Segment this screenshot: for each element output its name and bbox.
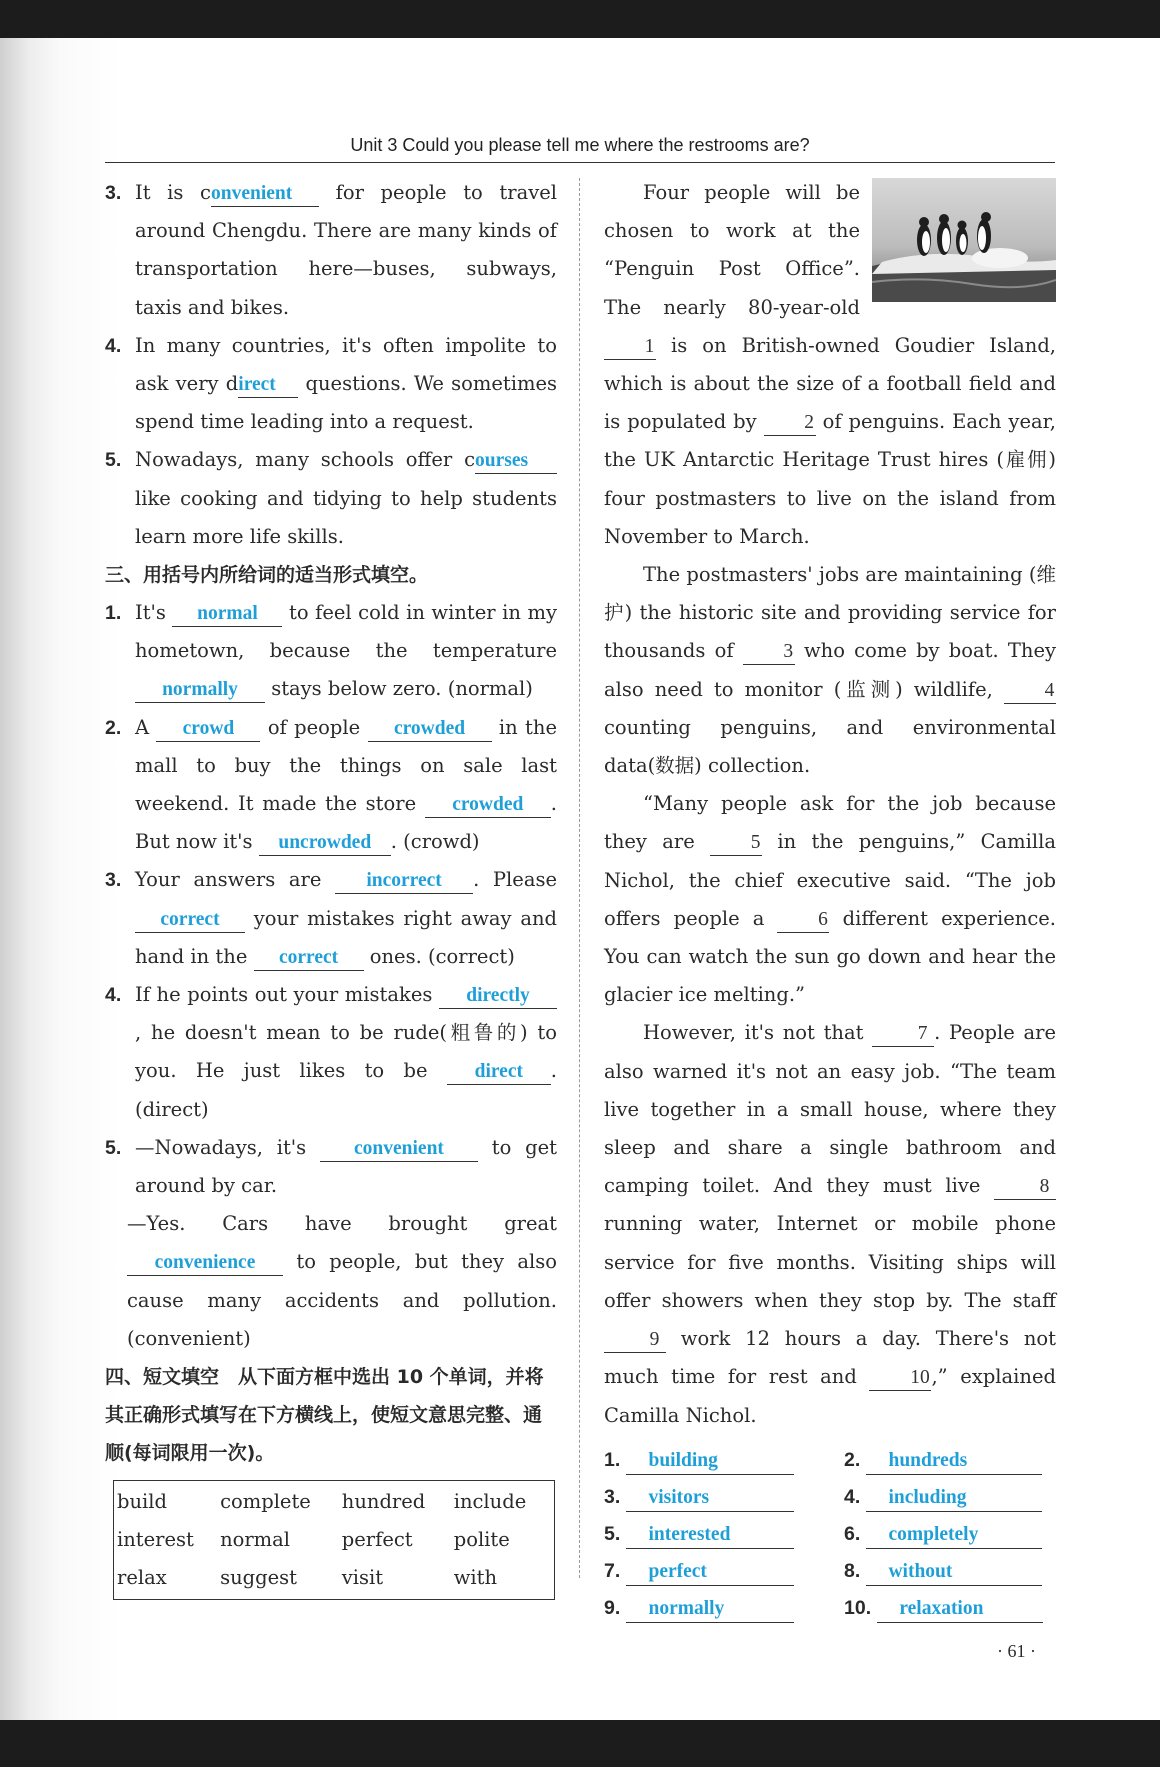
numbered-blank: 9 <box>604 1328 666 1353</box>
answer-blank: correct <box>135 907 245 933</box>
answer-grid <box>604 1441 1056 1641</box>
question-item: 1. It's normal to feel cold in winter in my hometown, because the temperature normally stays below zero. (normal) <box>105 594 557 709</box>
question-item: 5. —Nowadays, it's convenient to get around by car. —Yes. Cars have brought great convenience to people, but they also cause many accidents and pollution. (convenient) <box>105 1129 557 1358</box>
word-box <box>113 1480 555 1600</box>
numbered-blank: 5 <box>710 831 762 856</box>
answer-row: 4. including <box>844 1478 1042 1516</box>
answer-blank: crowd <box>156 716 260 742</box>
numbered-blank: 7 <box>872 1022 934 1047</box>
answer-row: 8. without <box>844 1552 1042 1590</box>
numbered-blank: 4 <box>1004 679 1056 704</box>
page-header: Unit 3 Could you please tell me where the restrooms are? <box>105 128 1055 163</box>
question-item: 2. A crowd of people crowded in the mall to buy the things on sale last weekend. It made the store crowded . But now it's uncrowded . (crowd) <box>105 709 557 862</box>
answer-row: 5. interested <box>604 1515 794 1553</box>
answer-row: 3. visitors <box>604 1478 794 1516</box>
word-row: build complete hundred include <box>117 1490 527 1514</box>
passage-paragraph-4: However, it's not that 7 . People are also warned it's not an easy job. “The team live together in a small house, where they sleep and share a single bathroom and camping toilet. And they must live 8 running water, Internet or mobile phone service for five months. Visiting ships will offer showers when they stop by. The staff 9 work 12 hours a day. There's not much time for rest and 10,” explained Camilla Nichol. <box>604 1021 1057 1427</box>
passage-paragraph-1: Four people will be chosen to work at the “Penguin Post Office”. The nearly 80-year-old 1 is on British-owned Goudier Island, which is about the size of a football field and is populated by 2 of penguins. Each year, the UK Antarctic Heritage Trust hires (雇佣) four postmasters to live on the island from November to March. <box>604 181 1056 548</box>
dialogue-reply: —Yes. Cars have brought great convenience to people, but they also cause many accidents and pollution. (convenient) <box>127 1212 557 1350</box>
passage-paragraph-3: “Many people ask for the job because they are 5 in the penguins,” Camilla Nichol, the chief executive said. “The job offers people a 6 different experience. You can watch the sun go down and hear the glacier ice melting.” <box>604 792 1056 1007</box>
numbered-blank: 3 <box>743 640 795 665</box>
numbered-blank: 6 <box>777 908 829 933</box>
answer-blank: direct <box>447 1059 551 1085</box>
page-number: · 61 · <box>997 1641 1036 1661</box>
answer-blank: directly <box>439 983 557 1009</box>
answer-blank: correct <box>254 945 364 971</box>
question-item: 4. If he points out your mistakes directly, he doesn't mean to be rude(粗鲁的) to you. He just likes to be direct . (direct) <box>105 983 557 1121</box>
answer-blank: convenience <box>127 1250 283 1276</box>
answer-row: 2. hundreds <box>844 1441 1042 1479</box>
answer-row: 1. building <box>604 1441 794 1479</box>
answer-blank: ourses <box>475 448 557 474</box>
answer-row: 7. perfect <box>604 1552 794 1590</box>
workbook-page <box>0 38 1160 1720</box>
answer-blank: normally <box>135 677 265 703</box>
answer-blank: normal <box>172 601 282 627</box>
word-row: interest normal perfect polite <box>117 1528 510 1552</box>
answer-blank: incorrect <box>335 868 473 894</box>
section-3-title: 三、用括号内所给词的适当形式填空。 <box>105 564 429 587</box>
question-item: 5. Nowadays, many schools offer courses like cooking and tidying to help students learn more life skills. <box>105 448 557 548</box>
question-item: 4. In many countries, it's often impolite to ask very direct questions. We sometimes spend time leading into a request. <box>105 333 557 434</box>
answer-blank: crowded <box>425 792 551 818</box>
section-4-title: 四、短文填空 从下面方框中选出 10 个单词，并将其正确形式填写在下方横线上，使短文意思完整、通顺(每词限用一次)。 <box>105 1366 544 1465</box>
question-item: 3. It is convenient for people to travel around Chengdu. There are many kinds of transportation here—buses, subways, taxis and bikes. <box>105 181 557 319</box>
word-table <box>117 1483 551 1597</box>
answer-blank: irect <box>238 372 298 398</box>
numbered-blank: 2 <box>764 411 816 436</box>
answer-row: 6. completely <box>844 1515 1042 1553</box>
numbered-blank: 1 <box>604 335 656 360</box>
numbered-blank: 8 <box>994 1175 1056 1200</box>
answer-row: 10. relaxation <box>844 1589 1043 1627</box>
numbered-blank: 10 <box>869 1366 931 1391</box>
answer-blank: convenient <box>320 1136 478 1162</box>
answer-blank: onvenient <box>211 181 319 207</box>
left-column <box>105 174 557 1600</box>
column-divider <box>579 178 580 1578</box>
answer-row: 9. normally <box>604 1589 794 1627</box>
answer-blank: crowded <box>368 716 492 742</box>
answer-blank: uncrowded <box>259 830 391 856</box>
penguin-photo <box>872 178 1056 302</box>
word-row: relax suggest visit with <box>117 1566 498 1590</box>
question-item: 3. Your answers are incorrect . Please correct your mistakes right away and hand in the correct ones. (correct) <box>105 861 557 976</box>
right-column <box>604 174 1056 1641</box>
passage-paragraph-2: The postmasters' jobs are maintaining (维护) the historic site and providing service for thousands of 3 who come by boat. They also need to monitor (监测) wildlife, 4 counting penguins, and environmental data(数据) collection. <box>604 563 1056 778</box>
